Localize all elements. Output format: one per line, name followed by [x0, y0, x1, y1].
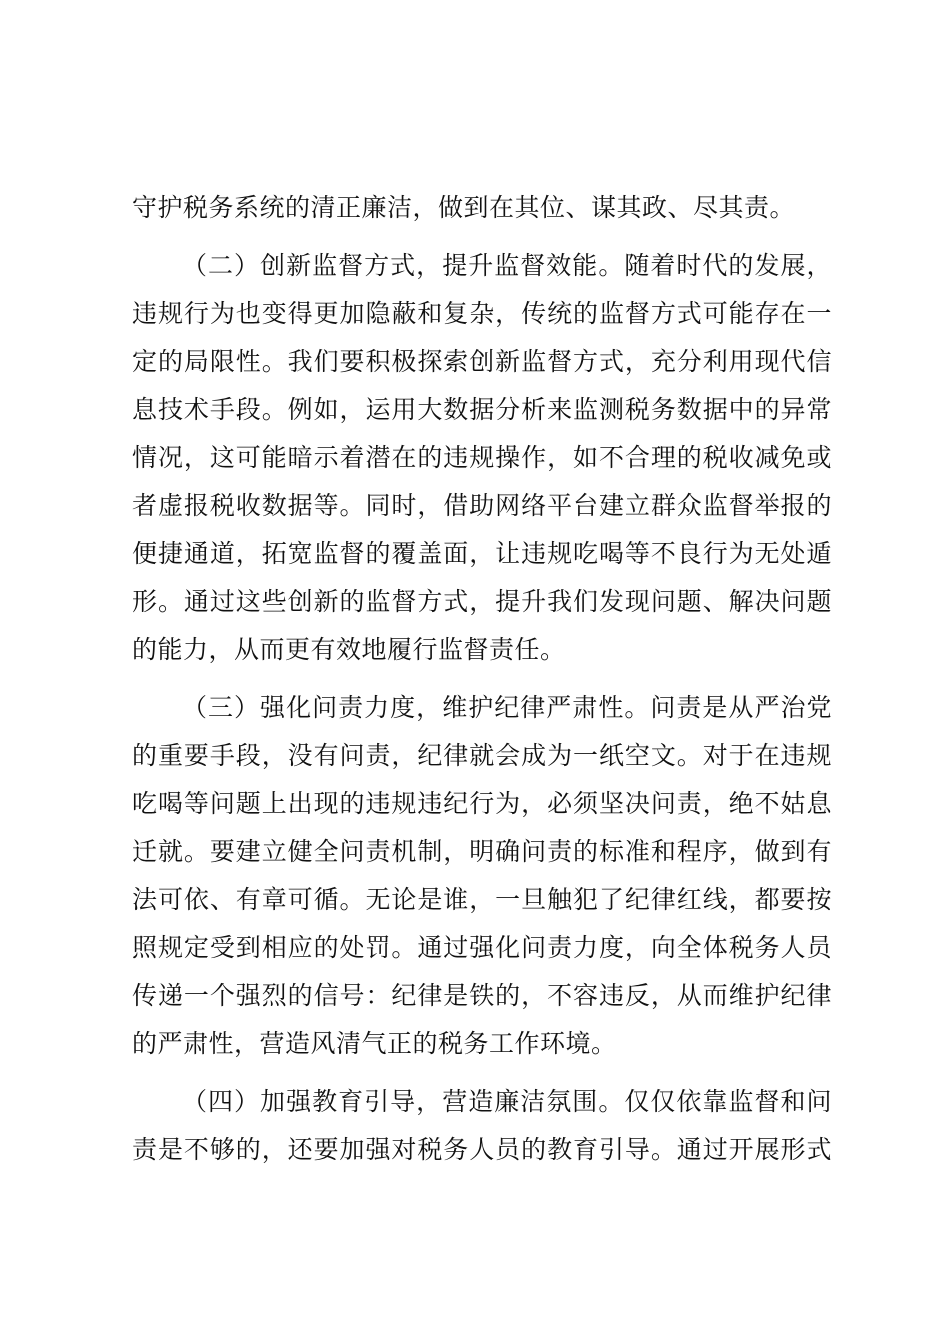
- paragraph-section-two: [132, 242, 832, 674]
- text-line: 定的局限性。我们要积极探索创新监督方式，充分利用现代信: [132, 347, 832, 376]
- text-line: 照规定受到相应的处罚。通过强化问责力度，向全体税务人员: [132, 933, 832, 962]
- paragraph-section-three: [132, 684, 832, 1068]
- text-line: 的重要手段，没有问责，纪律就会成为一纸空文。对于在违规: [132, 741, 832, 770]
- text-line: 便捷通道，拓宽监督的覆盖面，让违规吃喝等不良行为无处遁: [132, 539, 832, 568]
- paragraph-section-four: [132, 1078, 832, 1174]
- paragraph-gap: [132, 674, 832, 684]
- text-line: 情况，这可能暗示着潜在的违规操作，如不合理的税收减免或: [132, 443, 832, 472]
- text-line: 息技术手段。例如，运用大数据分析来监测税务数据中的异常: [132, 395, 832, 424]
- text-line: （四）加强教育引导，营造廉洁氛围。仅仅依靠监督和问: [182, 1087, 832, 1116]
- text-line: 责是不够的，还要加强对税务人员的教育引导。通过开展形式: [132, 1135, 832, 1164]
- text-line: 法可依、有章可循。无论是谁，一旦触犯了纪律红线，都要按: [132, 885, 832, 914]
- text-line: 的能力，从而更有效地履行监督责任。: [132, 635, 566, 664]
- text-line: 者虚报税收数据等。同时，借助网络平台建立群众监督举报的: [132, 491, 832, 520]
- text-line: 违规行为也变得更加隐蔽和复杂，传统的监督方式可能存在一: [132, 299, 832, 328]
- paragraph-gap: [132, 1068, 832, 1078]
- text-line: 传递一个强烈的信号：纪律是铁的，不容违反，从而维护纪律: [132, 981, 832, 1010]
- text-line: 的严肃性，营造风清气正的税务工作环境。: [132, 1029, 617, 1058]
- text-line: 吃喝等问题上出现的违规违纪行为，必须坚决问责，绝不姑息: [132, 789, 832, 818]
- paragraph-gap: [132, 232, 832, 242]
- text-line: 迁就。要建立健全问责机制，明确问责的标准和程序，做到有: [132, 837, 832, 866]
- document-body: [132, 184, 832, 1174]
- text-line: （二）创新监督方式，提升监督效能。随着时代的发展，: [182, 251, 832, 280]
- text-line: 形。通过这些创新的监督方式，提升我们发现问题、解决问题: [132, 587, 832, 616]
- text-line: 守护税务系统的清正廉洁，做到在其位、谋其政、尽其责。: [132, 193, 796, 222]
- text-line: （三）强化问责力度，维护纪律严肃性。问责是从严治党: [182, 693, 832, 722]
- paragraph-continuation: [132, 184, 832, 232]
